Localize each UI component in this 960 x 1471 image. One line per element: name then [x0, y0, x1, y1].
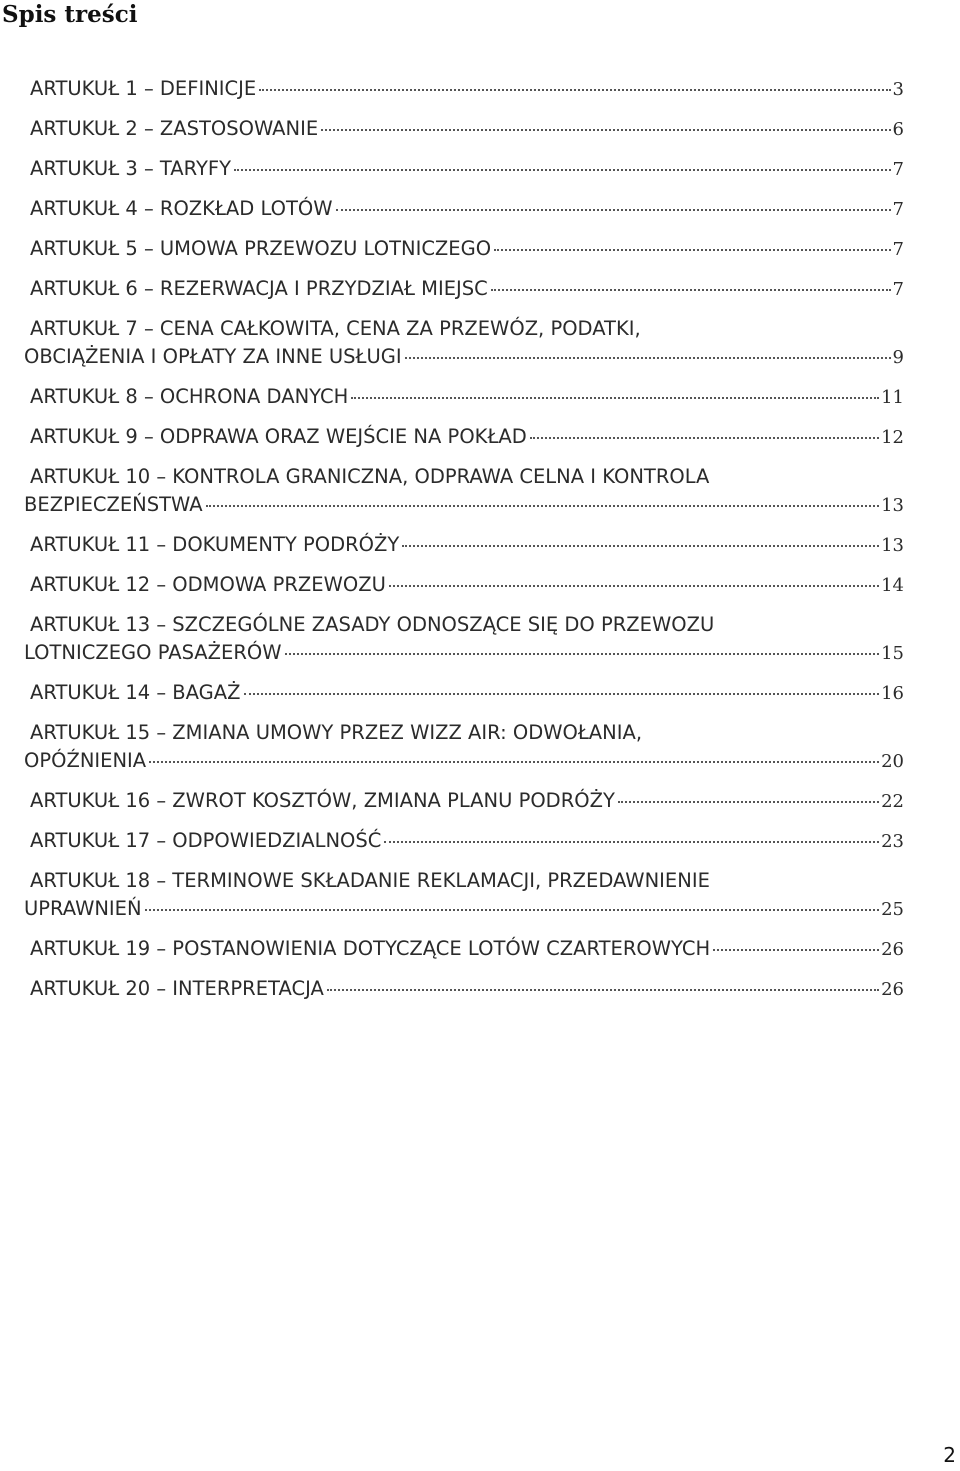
toc-entry-title: ARTUKUŁ 5 – UMOWA PRZEWOZU LOTNICZEGO [30, 237, 492, 260]
toc-entry-page: 14 [881, 575, 904, 596]
toc-entry-page: 22 [881, 791, 904, 812]
toc-entry-page: 15 [881, 643, 904, 664]
dot-leader [206, 505, 879, 507]
toc-entry-page: 26 [881, 939, 904, 960]
table-of-contents [24, 70, 904, 1010]
toc-entry-page: 12 [881, 427, 904, 448]
toc-entry-title: ARTUKUŁ 1 – DEFINICJE [30, 77, 257, 100]
toc-entry[interactable] [24, 378, 904, 418]
toc-entry-title-line: ARTUKUŁ 10 – KONTROLA GRANICZNA, ODPRAWA CELNA I KONTROLA [30, 465, 710, 488]
toc-entry-page: 7 [892, 159, 904, 180]
toc-entry-title: ARTUKUŁ 16 – ZWROT KOSZTÓW, ZMIANA PLANU PODRÓŻY [30, 789, 615, 812]
toc-entry[interactable] [24, 970, 904, 1010]
dot-leader [491, 289, 891, 291]
toc-entry[interactable] [24, 930, 904, 970]
toc-entry-title: ARTUKUŁ 8 – OCHRONA DANYCH [30, 385, 349, 408]
toc-entry[interactable] [24, 310, 904, 378]
toc-entry[interactable] [24, 190, 904, 230]
toc-entry-title: ARTUKUŁ 2 – ZASTOSOWANIE [30, 117, 319, 140]
toc-entry-page: 20 [881, 751, 904, 772]
dot-leader [259, 89, 890, 91]
toc-entry-title: ARTUKUŁ 3 – TARYFY [30, 157, 231, 180]
dot-leader [244, 693, 880, 695]
toc-entry-title: ARTUKUŁ 9 – ODPRAWA ORAZ WEJŚCIE NA POKŁAD [30, 425, 527, 448]
toc-entry-title-line: ARTUKUŁ 18 – TERMINOWE SKŁADANIE REKLAMACJI, PRZEDAWNIENIE [30, 869, 710, 892]
toc-entry-page: 7 [892, 279, 904, 300]
toc-entry-title: BEZPIECZEŃSTWA [24, 493, 203, 516]
toc-entry-title: ARTUKUŁ 20 – INTERPRETACJA [30, 977, 324, 1000]
dot-leader [530, 437, 879, 439]
dot-leader [405, 357, 891, 359]
toc-entry[interactable] [24, 110, 904, 150]
toc-entry-title: ARTUKUŁ 11 – DOKUMENTY PODRÓŻY [30, 533, 400, 556]
toc-entry-title: ARTUKUŁ 17 – ODPOWIEDZIALNOŚĆ [30, 829, 382, 852]
toc-entry-title-line: ARTUKUŁ 15 – ZMIANA UMOWY PRZEZ WIZZ AIR: ODWOŁANIA, [30, 721, 643, 744]
toc-entry-page: 7 [892, 199, 904, 220]
toc-entry-title-line: ARTUKUŁ 7 – CENA CAŁKOWITA, CENA ZA PRZEWÓZ, PODATKI, [30, 317, 641, 340]
toc-entry[interactable] [24, 606, 904, 674]
toc-entry[interactable] [24, 230, 904, 270]
toc-entry[interactable] [24, 822, 904, 862]
dot-leader [713, 949, 879, 951]
toc-entry[interactable] [24, 782, 904, 822]
toc-entry-page: 9 [892, 347, 904, 368]
dot-leader [336, 209, 891, 211]
dot-leader [384, 841, 879, 843]
toc-entry-title-line: ARTUKUŁ 13 – SZCZEGÓLNE ZASADY ODNOSZĄCE SIĘ DO PRZEWOZU [30, 613, 715, 636]
toc-entry[interactable] [24, 566, 904, 606]
toc-entry[interactable] [24, 674, 904, 714]
toc-entry[interactable] [24, 70, 904, 110]
dot-leader [321, 129, 890, 131]
toc-entry-page: 25 [881, 899, 904, 920]
toc-entry-title: ARTUKUŁ 6 – REZERWACJA I PRZYDZIAŁ MIEJSC [30, 277, 488, 300]
toc-entry[interactable] [24, 418, 904, 458]
dot-leader [234, 169, 891, 171]
toc-entry-page: 13 [881, 535, 904, 556]
toc-entry[interactable] [24, 714, 904, 782]
toc-entry-title: ARTUKUŁ 14 – BAGAŻ [30, 681, 241, 704]
dot-leader [351, 397, 879, 399]
toc-entry-title: OPÓŹNIENIA [24, 749, 147, 772]
toc-entry-page: 23 [881, 831, 904, 852]
toc-entry-page: 11 [881, 387, 904, 408]
toc-entry-page: 6 [892, 119, 904, 140]
toc-entry-page: 3 [892, 79, 904, 100]
dot-leader [389, 585, 879, 587]
dot-leader [402, 545, 879, 547]
dot-leader [618, 801, 879, 803]
toc-entry[interactable] [24, 526, 904, 566]
dot-leader [145, 909, 880, 911]
toc-entry-title: ARTUKUŁ 4 – ROZKŁAD LOTÓW [30, 197, 333, 220]
toc-entry[interactable] [24, 458, 904, 526]
toc-entry-page: 16 [881, 683, 904, 704]
toc-entry-title: LOTNICZEGO PASAŻERÓW [24, 641, 282, 664]
dot-leader [494, 249, 890, 251]
toc-entry-title: UPRAWNIEŃ [24, 897, 142, 920]
toc-entry-page: 7 [892, 239, 904, 260]
dot-leader [149, 761, 879, 763]
toc-entry-title: ARTUKUŁ 19 – POSTANOWIENIA DOTYCZĄCE LOTÓW CZARTEROWYCH [30, 937, 711, 960]
toc-entry[interactable] [24, 862, 904, 930]
toc-entry[interactable] [24, 150, 904, 190]
dot-leader [285, 653, 880, 655]
toc-entry-page: 13 [881, 495, 904, 516]
toc-entry-page: 26 [881, 979, 904, 1000]
page-heading: Spis treści [2, 1, 138, 28]
toc-entry[interactable] [24, 270, 904, 310]
toc-entry-title: ARTUKUŁ 12 – ODMOWA PRZEWOZU [30, 573, 386, 596]
page-number: 2 [943, 1443, 956, 1467]
dot-leader [327, 989, 879, 991]
toc-entry-title: OBCIĄŻENIA I OPŁATY ZA INNE USŁUGI [24, 345, 402, 368]
